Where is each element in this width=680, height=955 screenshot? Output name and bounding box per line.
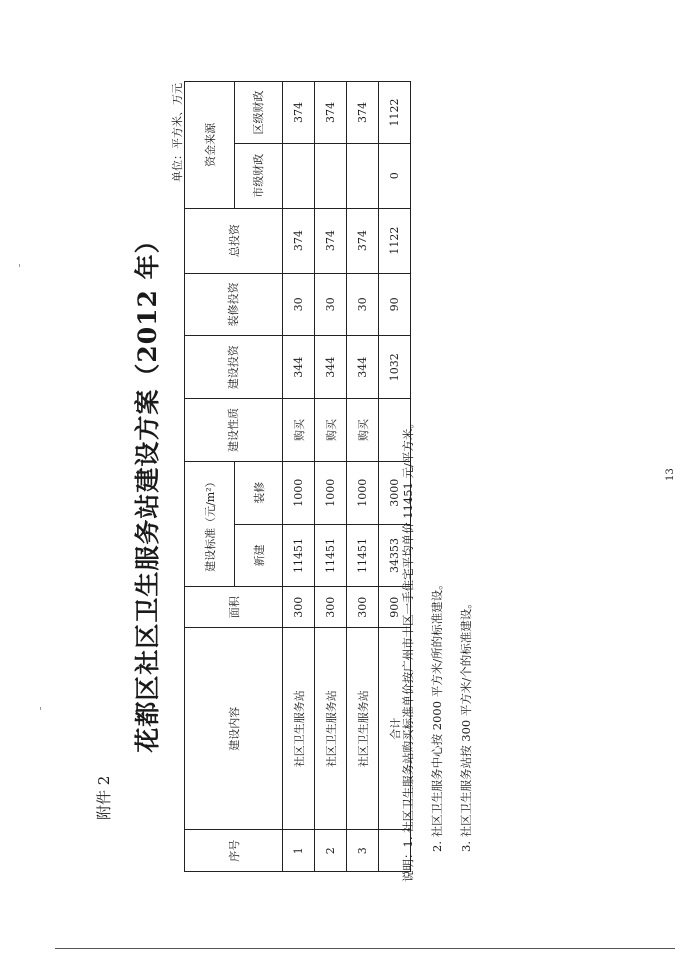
- cell-content: 社区卫生服务站: [347, 627, 379, 830]
- scan-speck: [40, 707, 41, 710]
- cell-standard-new: 11451: [347, 524, 379, 587]
- table-row: [347, 82, 379, 872]
- table-row: [283, 82, 315, 872]
- header-standard-decoration: 装修: [235, 461, 283, 524]
- header-total-investment: 总投资: [185, 208, 283, 273]
- header-nature: 建设性质: [185, 399, 283, 462]
- attachment-label: 附件 2: [95, 775, 113, 820]
- cell-no: 1: [283, 830, 315, 872]
- construction-plan-table: [184, 81, 411, 872]
- header-fund-district: 区级财政: [235, 82, 283, 144]
- cell-fund-district: 374: [283, 82, 315, 144]
- cell-area: 300: [347, 587, 379, 628]
- cell-decoration-investment: 90: [379, 273, 411, 336]
- cell-fund-city: [283, 143, 315, 208]
- cell-build-investment: 344: [283, 336, 315, 399]
- cell-fund-city: [315, 143, 347, 208]
- cell-nature: 购买: [347, 399, 379, 462]
- header-fund-city: 市级财政: [235, 143, 283, 208]
- cell-fund-city: [347, 143, 379, 208]
- cell-total-label: 合计: [379, 627, 411, 830]
- page-title: 花都区社区卫生服务站建设方案（2012 年）: [133, 227, 162, 753]
- cell-nature: 购买: [315, 399, 347, 462]
- cell-fund-district: 374: [347, 82, 379, 144]
- header-decoration-investment: 装修投资: [185, 273, 283, 336]
- notes: [394, 417, 481, 882]
- cell-fund-district: 374: [315, 82, 347, 144]
- cell-build-investment: 1032: [379, 336, 411, 399]
- cell-fund-district: 1122: [379, 82, 411, 144]
- cell-total-investment: 374: [283, 208, 315, 273]
- header-content: 建设内容: [185, 627, 283, 830]
- cell-area: 300: [283, 587, 315, 628]
- cell-nature: 购买: [283, 399, 315, 462]
- page-number: 13: [665, 468, 676, 481]
- scan-speck: [19, 264, 20, 267]
- unit-label: 单位：平方米、万元: [171, 83, 184, 182]
- note-line: 2. 社区卫生服务中心按 2000 平方米/所的标准建设。: [430, 578, 444, 852]
- cell-decoration-investment: 30: [283, 273, 315, 336]
- cell-standard-new: 34353: [379, 524, 411, 587]
- cell-build-investment: 344: [315, 336, 347, 399]
- note-line: 说明：1. 社区卫生服务站购买标准单价按广州市十区一手住宅平均单价 11451 元/平方米。: [401, 417, 415, 882]
- cell-standard-new: 11451: [283, 524, 315, 587]
- cell-total-investment: 374: [347, 208, 379, 273]
- cell-total-investment: 374: [315, 208, 347, 273]
- cell-standard-decoration: 1000: [283, 461, 315, 524]
- cell-total-investment: 1122: [379, 208, 411, 273]
- cell-standard-decoration: 1000: [347, 461, 379, 524]
- header-standard: 建设标准（元/m²）: [185, 461, 235, 587]
- note-line: 3. 社区卫生服务站按 300 平方米/个的标准建设。: [459, 597, 473, 852]
- cell-no: 3: [347, 830, 379, 872]
- cell-decoration-investment: 30: [347, 273, 379, 336]
- cell-build-investment: 344: [347, 336, 379, 399]
- header-area: 面积: [185, 587, 283, 628]
- cell-no: 2: [315, 830, 347, 872]
- header-fund-source: 资金来源: [185, 82, 235, 209]
- cell-area: 300: [315, 587, 347, 628]
- cell-area: 900: [379, 587, 411, 628]
- cell-standard-new: 11451: [315, 524, 347, 587]
- cell-standard-decoration: 3000: [379, 461, 411, 524]
- header-standard-new: 新建: [235, 524, 283, 587]
- cell-standard-decoration: 1000: [315, 461, 347, 524]
- header-no: 序号: [185, 830, 283, 872]
- cell-content: 社区卫生服务站: [315, 627, 347, 830]
- scan-edge-line: [55, 948, 675, 949]
- cell-decoration-investment: 30: [315, 273, 347, 336]
- header-build-investment: 建设投资: [185, 336, 283, 399]
- table-row: [315, 82, 347, 872]
- cell-fund-city: 0: [379, 143, 411, 208]
- cell-content: 社区卫生服务站: [283, 627, 315, 830]
